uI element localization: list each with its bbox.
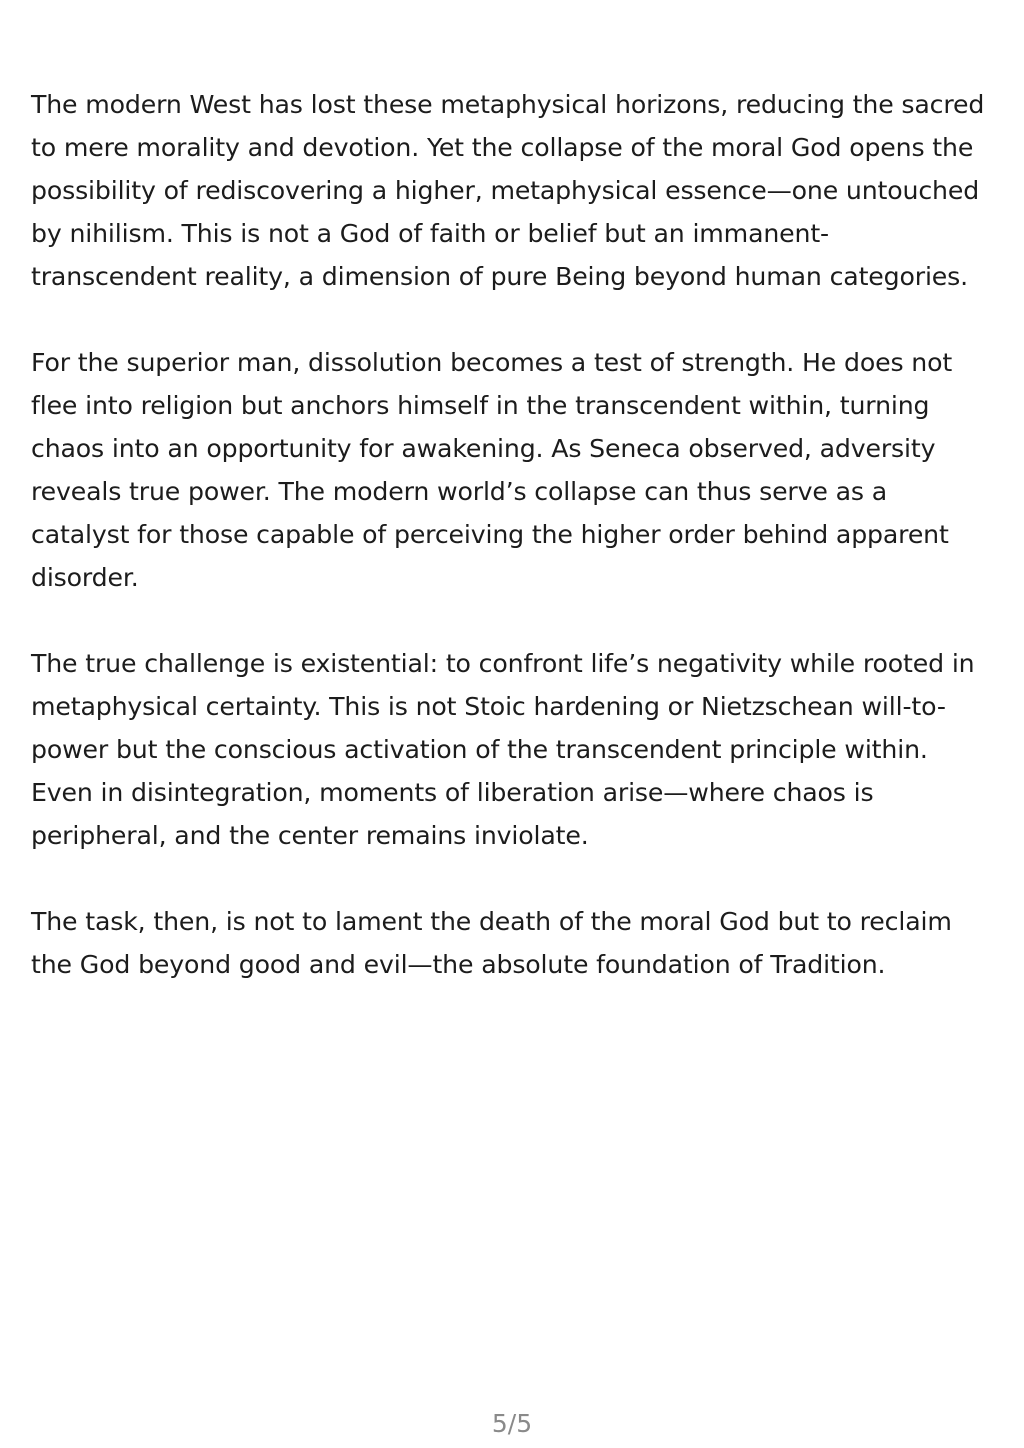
document-body (31, 83, 993, 1029)
page-number: 5/5 (491, 1409, 533, 1438)
paragraph-3: The true challenge is existential: to confront life’s negativity while rooted in metaphysical certainty. This is not Stoic hardening or Nietzschean will-to-power but the conscious activation of the transcendent principle within. Even in disintegration, moments of liberation arise—where chaos is peripheral, and the center remains inviolate. (31, 649, 975, 850)
paragraph-1: The modern West has lost these metaphysical horizons, reducing the sacred to mere morality and devotion. Yet the collapse of the moral God opens the possibility of rediscovering a higher, metaphysical essence—one untouched by nihilism. This is not a God of faith or belief but an immanent-transcendent reality, a dimension of pure Being beyond human categories. (31, 90, 985, 291)
paragraph-2: For the superior man, dissolution becomes a test of strength. He does not flee into religion but anchors himself in the transcendent within, turning chaos into an opportunity for awakening. As Seneca observed, adversity reveals true power. The modern world’s collapse can thus serve as a catalyst for those capable of perceiving the higher order behind apparent disorder. (31, 348, 953, 592)
paragraph-4: The task, then, is not to lament the death of the moral God but to reclaim the God beyond good and evil—the absolute foundation of Tradition. (31, 907, 952, 979)
